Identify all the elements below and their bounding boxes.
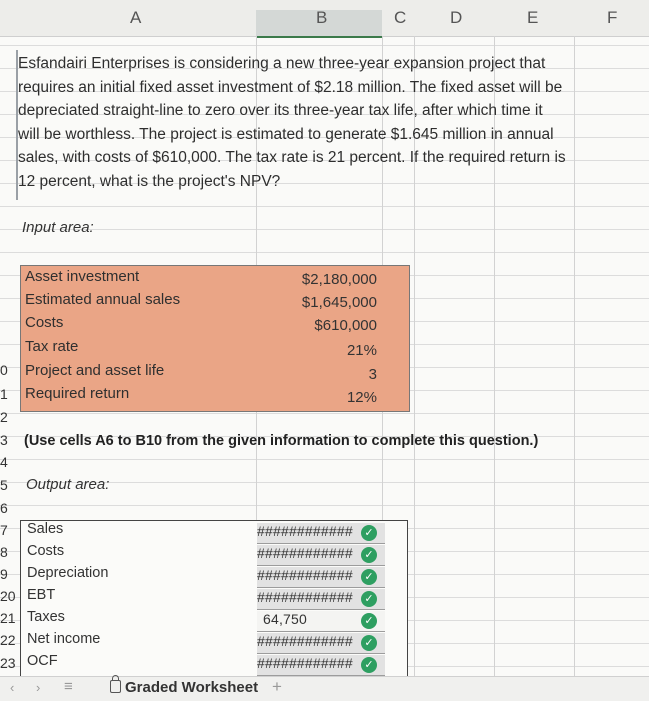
- input-value-annual-sales[interactable]: $1,645,000: [301, 294, 377, 311]
- check-circle-icon: ✓: [361, 657, 377, 673]
- row-number[interactable]: 9: [0, 566, 8, 582]
- input-label-annual-sales[interactable]: Estimated annual sales: [25, 291, 181, 308]
- lock-icon: [110, 680, 121, 693]
- row-number[interactable]: 8: [0, 544, 8, 560]
- row-number[interactable]: 2: [0, 409, 8, 425]
- next-sheet-arrow-icon[interactable]: ›: [36, 680, 41, 695]
- row-number[interactable]: 23: [0, 655, 16, 671]
- row-number[interactable]: 7: [0, 522, 8, 538]
- check-circle-icon: ✓: [361, 591, 377, 607]
- input-value-required-return[interactable]: 12%: [346, 389, 377, 406]
- output-area: [20, 520, 408, 676]
- question-text[interactable]: Esfandairi Enterprises is considering a new three-year expansion project that requires an initial fixed asset investment of $2.18 million. The fixed asset will be depreciated straight-line to zero over its three-year tax life, after which time it will be worthless. The project is estimated to generate $1.645 million in annual sales, with costs of $610,000. The tax rate is 21 percent. If the required return is 12 percent, what is the project's NPV?: [18, 55, 566, 190]
- column-header-b[interactable]: B: [316, 8, 328, 27]
- instruction-note[interactable]: (Use cells A6 to B10 from the given information to complete this question.): [24, 433, 539, 449]
- check-circle-icon: ✓: [361, 525, 377, 541]
- prev-sheet-arrow-icon[interactable]: ‹: [10, 680, 15, 695]
- output-label-taxes[interactable]: Taxes: [27, 609, 65, 625]
- output-label-costs[interactable]: Costs: [27, 543, 65, 559]
- column-header-f[interactable]: F: [607, 8, 618, 27]
- row-number[interactable]: 3: [0, 432, 8, 448]
- sheet-tab-label: Graded Worksheet: [125, 679, 259, 696]
- input-label-tax-rate[interactable]: Tax rate: [25, 338, 79, 355]
- output-label-ocf[interactable]: OCF: [27, 653, 58, 669]
- output-value-ocf[interactable]: ############: [257, 655, 385, 676]
- input-label-costs[interactable]: Costs: [25, 314, 64, 331]
- check-circle-icon: ✓: [361, 547, 377, 563]
- row-number[interactable]: 20: [0, 588, 16, 604]
- row-number[interactable]: 6: [0, 500, 8, 516]
- row-number[interactable]: 1: [0, 386, 8, 402]
- output-label-sales[interactable]: Sales: [27, 521, 64, 537]
- input-label-required-return[interactable]: Required return: [25, 385, 130, 402]
- input-value-costs[interactable]: $610,000: [314, 317, 377, 334]
- column-header-c[interactable]: C: [394, 8, 407, 27]
- output-label-ebt[interactable]: EBT: [27, 587, 56, 603]
- input-value-asset-investment[interactable]: $2,180,000: [301, 271, 377, 288]
- row-number[interactable]: 5: [0, 477, 8, 493]
- input-area: [20, 265, 410, 412]
- column-header-bar: [0, 0, 649, 37]
- sheet-tab-bar: [0, 676, 649, 701]
- output-label-net-income[interactable]: Net income: [27, 631, 101, 647]
- column-divider: [574, 36, 575, 676]
- row-number[interactable]: 0: [0, 362, 8, 378]
- check-circle-icon: ✓: [361, 569, 377, 585]
- add-sheet-button[interactable]: +: [272, 677, 282, 696]
- input-label-asset-investment[interactable]: Asset investment: [25, 268, 140, 285]
- output-value-costs[interactable]: ############: [257, 545, 385, 566]
- output-value-depreciation[interactable]: ############: [257, 567, 385, 588]
- check-circle-icon: ✓: [361, 613, 377, 629]
- row-number[interactable]: 4: [0, 454, 8, 470]
- input-area-label[interactable]: Input area:: [22, 219, 94, 236]
- sheet-tab-graded-worksheet[interactable]: [110, 679, 258, 696]
- input-value-project-life[interactable]: 3: [368, 366, 377, 383]
- row-number[interactable]: 22: [0, 632, 16, 648]
- check-circle-icon: ✓: [361, 635, 377, 651]
- row-number[interactable]: 21: [0, 610, 16, 626]
- column-header-a[interactable]: A: [130, 8, 142, 27]
- column-header-e[interactable]: E: [527, 8, 539, 27]
- output-value-taxes[interactable]: 64,750: [257, 611, 385, 632]
- sheets-menu-icon[interactable]: ≡: [64, 678, 73, 695]
- input-label-project-life[interactable]: Project and asset life: [25, 362, 165, 379]
- output-area-label[interactable]: Output area:: [26, 476, 110, 493]
- output-value-sales[interactable]: ############: [257, 523, 385, 544]
- column-header-d[interactable]: D: [450, 8, 463, 27]
- output-value-ebt[interactable]: ############: [257, 589, 385, 610]
- input-value-tax-rate[interactable]: 21%: [346, 342, 377, 359]
- output-label-depreciation[interactable]: Depreciation: [27, 565, 109, 581]
- output-value-net-income[interactable]: ############: [257, 633, 385, 654]
